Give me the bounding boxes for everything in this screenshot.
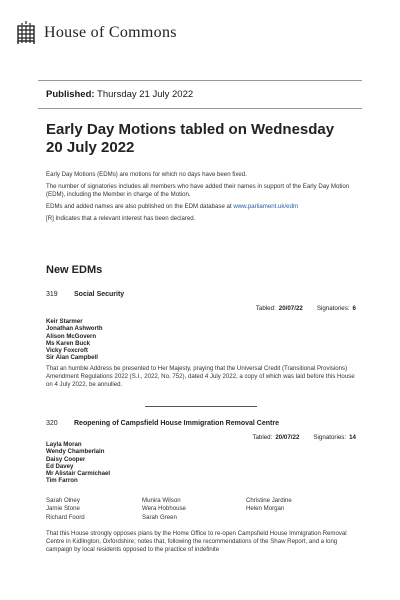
edm-title: Social Security <box>74 291 125 298</box>
tabled-date: 20/07/22 <box>278 305 303 312</box>
motion-text: That this House strongly opposes plans by the Home Office to re-open Campsfield House Immigration Removal Centre in Kidlington, Oxfordshire; notes that, following the recommendations of the Shaw Report, and a long campaign by local residents opposed to the practice of indefinite <box>46 530 347 554</box>
edm-number: 319 <box>46 291 58 298</box>
divider-bottom <box>38 108 362 109</box>
motion-text: That an humble Address be presented to Her Majesty, praying that the Universal Credit (Transitional Provisions) Amendment Regulations 2022 (S.I., 2022, No. 752), dated 4 July 2022, a copy of which was laid before this House on 4 July 2022, be annulled. <box>46 364 355 389</box>
divider-top <box>38 80 362 81</box>
edm-header <box>46 291 356 298</box>
tabled-date: 20/07/22 <box>275 434 300 441</box>
sponsor-name: Mr Alistair Carmichael <box>46 470 111 478</box>
portcullis-icon <box>16 20 36 46</box>
sponsor-name: Alison McGovern <box>46 332 97 340</box>
supporter-name <box>246 514 356 522</box>
intro-p1: Early Day Motions (EDMs) are motions for which no days have been fixed. <box>46 171 247 178</box>
sponsor-name: Layla Moran <box>46 441 82 448</box>
sponsor-name: Ed Davey <box>46 462 74 470</box>
edm-meta: Tabled: 20/07/22 Signatories: 14 <box>252 434 356 441</box>
page-title: Early Day Motions tabled on Wednesday 20 July 2022 <box>46 121 335 156</box>
edm-319 <box>46 291 356 389</box>
supporter-name: Sarah Olney <box>46 497 80 504</box>
edm-database-link[interactable]: www.parliament.uk/edm <box>233 203 299 211</box>
section-title: New EDMs <box>46 264 103 276</box>
signatories-count: 14 <box>349 434 356 441</box>
sponsor-name: Vicky Foxcroft <box>46 347 88 355</box>
house-title: House of Commons <box>44 24 177 41</box>
supporter-name: Richard Foord <box>46 513 85 521</box>
sponsor-name: Keir Starmer <box>46 318 83 325</box>
supporter-name: Christine Jardine <box>246 497 292 504</box>
supporter-name: Helen Morgan <box>246 505 285 513</box>
published-date: Thursday 21 July 2022 <box>97 89 194 100</box>
edm-title: Reopening of Campsfield House Immigration Removal Centre <box>74 420 279 427</box>
supporter-name: Sarah Green <box>142 513 177 521</box>
sponsor-names <box>46 318 356 362</box>
intro-text <box>46 171 361 227</box>
sponsor-name: Jonathan Ashworth <box>46 325 103 333</box>
published-label: Published: <box>46 89 95 100</box>
sponsor-names <box>46 441 356 485</box>
published-line <box>46 89 193 100</box>
house-of-commons-header <box>16 18 177 48</box>
supporter-name: Wera Hobhouse <box>142 505 186 513</box>
sponsor-name: Ms Karen Buck <box>46 339 91 347</box>
supporter-name: Munira Wilson <box>142 497 181 504</box>
edm-meta: Tabled: 20/07/22 Signatories: 6 <box>255 305 356 312</box>
intro-p2: The number of signatories includes all members who have added their names in support of the Early Day Motion (EDM), including the Member in charge of the Motion. <box>46 183 350 199</box>
edm-number: 320 <box>46 420 58 427</box>
sponsor-name: Sir Alan Campbell <box>46 354 98 362</box>
sponsor-name: Tim Farron <box>46 477 78 485</box>
edm-header <box>46 420 356 427</box>
signatories-count: 6 <box>352 305 356 312</box>
intro-p4: [R] Indicates that a relevant interest has been declared. <box>46 215 196 223</box>
supporter-names <box>46 497 356 522</box>
sponsor-name: Wendy Chamberlain <box>46 448 105 456</box>
sponsor-name: Daisy Cooper <box>46 455 86 463</box>
edm-separator <box>145 406 257 407</box>
intro-p3: EDMs and added names are also published on the EDM database at www.parliament.uk/edm <box>46 203 299 211</box>
edm-320 <box>46 420 356 485</box>
supporter-name: Jamie Stone <box>46 505 80 513</box>
